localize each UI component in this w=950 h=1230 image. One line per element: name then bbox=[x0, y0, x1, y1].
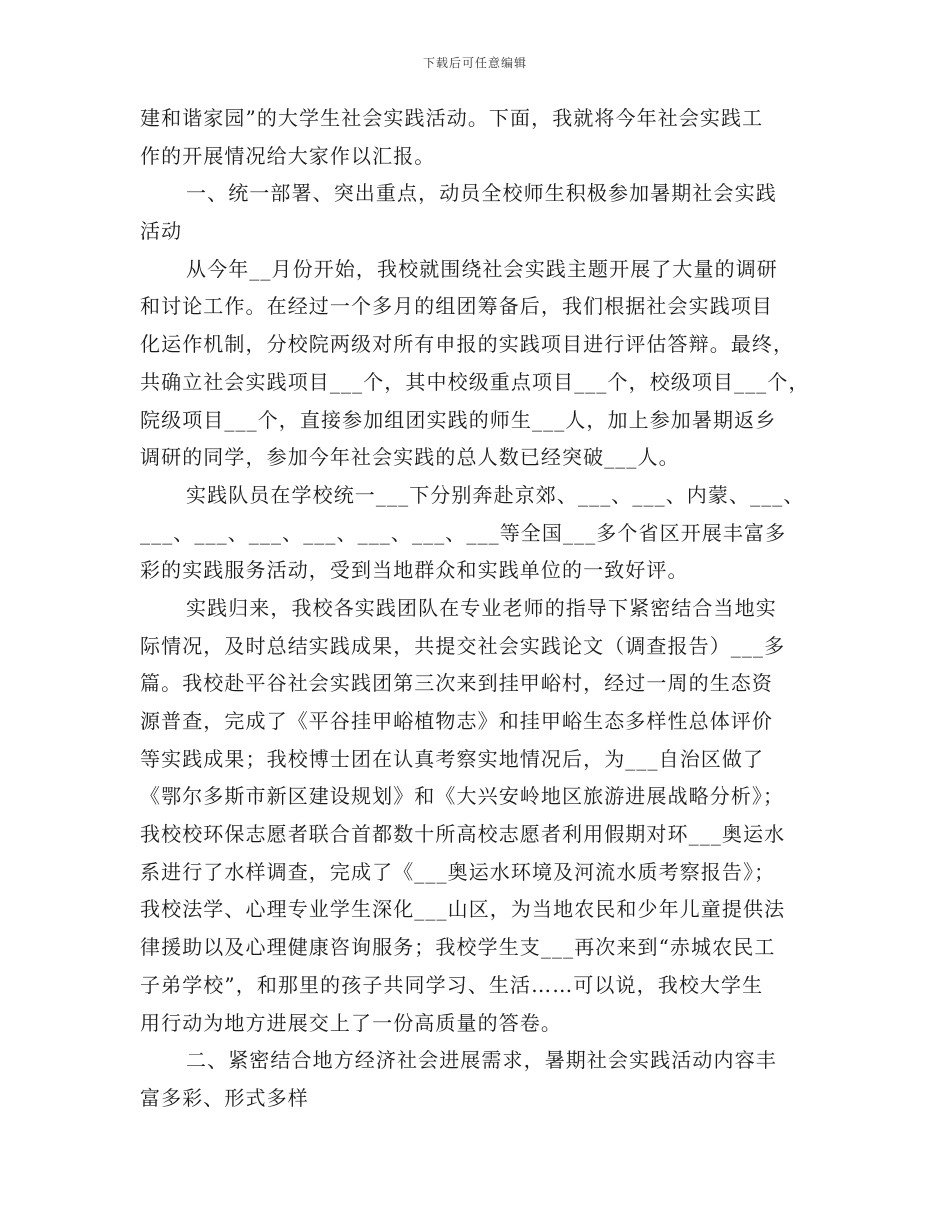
paragraph-first-line: 一、统一部署、突出重点，动员全校师生积极参加暑期社会实践 bbox=[186, 181, 777, 206]
text-line: 化运作机制，分校院两级对所有申报的实践项目进行评估答辩。最终， bbox=[140, 332, 795, 357]
document-body bbox=[140, 100, 820, 1118]
text-line: 彩的实践服务活动，受到当地群众和实践单位的一致好评。 bbox=[140, 558, 689, 583]
text-line: 篇。我校赴平谷社会实践团第三次来到挂甲峪村，经过一周的生态资 bbox=[140, 671, 773, 696]
text-line: 源普查，完成了《平谷挂甲峪植物志》和挂甲峪生态多样性总体评价 bbox=[140, 709, 773, 733]
text-line: 系进行了水样调查，完成了《___奥运水环境及河流水质考察报告》； bbox=[140, 859, 776, 884]
text-line: 子弟学校”，和那里的孩子共同学习、生活……可以说，我校大学生 bbox=[140, 972, 764, 997]
text-line: 建和谐家园”的大学生社会实践活动。下面，我就将今年社会实践工 bbox=[140, 106, 764, 130]
text-line: ___、___、___、___、___、___、___等全国___多个省区开展丰富多 bbox=[140, 520, 787, 545]
page-header: 下载后可任意编辑 bbox=[422, 56, 527, 70]
text-line: 富多彩、形式多样 bbox=[140, 1085, 309, 1110]
text-line: 我校法学、心理专业学生深化___山区，为当地农民和少年儿童提供法 bbox=[140, 897, 786, 922]
text-line: 作的开展情况给大家作以汇报。 bbox=[140, 143, 436, 168]
text-line: 调研的同学，参加今年社会实践的总人数已经突破___人。 bbox=[140, 445, 680, 470]
paragraph-first-line: 二、紧密结合地方经济社会进展需求，暑期社会实践活动内容丰 bbox=[186, 1048, 777, 1073]
text-line: 院级项目___个，直接参加组团实践的师生___人，加上参加暑期返乡 bbox=[140, 407, 777, 432]
text-line: 共确立社会实践项目___个，其中校级重点项目___个，校级项目___个， bbox=[140, 369, 810, 394]
paragraph-first-line: 从今年__月份开始，我校就围绕社会实践主题开展了大量的调研 bbox=[186, 256, 778, 281]
text-line: 用行动为地方进展交上了一份高质量的答卷。 bbox=[140, 1010, 562, 1035]
text-line: 律援助以及心理健康咨询服务；我校学生支___再次来到“赤城农民工 bbox=[140, 935, 776, 960]
text-line: 等实践成果；我校博士团在认真考察实地情况后，为___自治区做了 bbox=[140, 746, 765, 771]
text-line: 我校校环保志愿者联合首都数十所高校志愿者利用假期对环___奥运水 bbox=[140, 822, 786, 847]
text-line: 《鄂尔多斯市新区建设规划》和《大兴安岭地区旅游进展战略分析》； bbox=[140, 784, 785, 809]
paragraph-first-line: 实践归来，我校各实践团队在专业老师的指导下紧密结合当地实 bbox=[186, 595, 777, 620]
text-line: 活动 bbox=[140, 219, 183, 244]
text-line: 际情况，及时总结实践成果，共提交社会实践论文（调查报告）___多 bbox=[140, 633, 786, 658]
text-line: 和讨论工作。在经过一个多月的组团筹备后，我们根据社会实践项目 bbox=[140, 294, 773, 319]
paragraph-first-line: 实践队员在学校统一___下分别奔赴京郊、___、___、内蒙、___、 bbox=[186, 482, 805, 507]
